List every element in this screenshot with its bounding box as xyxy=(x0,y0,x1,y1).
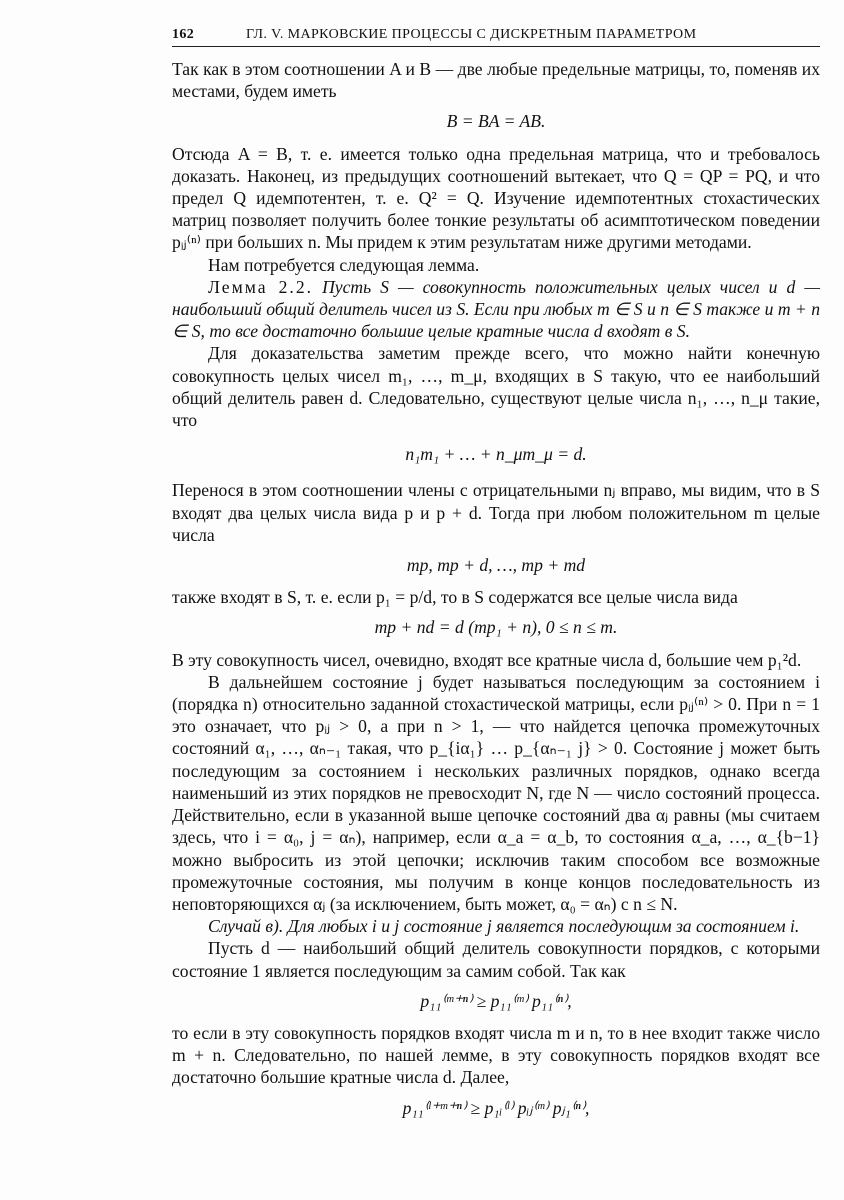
paragraph: Так как в этом соотношении A и B — две любые предельные матрицы, то, поменяв их местами, будем иметь xyxy=(172,59,820,102)
case-text: Для любых i и j состояние j является последующим за состоянием i. xyxy=(287,916,800,937)
page-header xyxy=(172,20,820,47)
lemma-text: Пусть S — совокупность положительных целых чисел и d — наибольший общий делитель чисел из S. Если при любых m ∈ S и n ∈ S также и m + n ∈ S, то все достаточно большие целые кратные числа d входят в S. xyxy=(172,276,820,342)
paragraph: также входят в S, т. е. если p₁ = p/d, то в S содержатся все целые числа вида xyxy=(172,587,738,608)
lemma xyxy=(172,276,820,343)
case xyxy=(172,915,820,937)
paragraph: Нам потребуется следующая лемма. xyxy=(208,254,480,275)
paragraph: то если в эту совокупность порядков входят числа m и n, то в нее входит также число m + n. Следовательно, по нашей лемме, в эту совокупность порядков входят все достаточно большие кратные числа d. Далее, xyxy=(172,1022,820,1088)
paragraph: В дальнейшем состояние j будет называться последующим за состоянием i (порядка n) относительно заданной стохастической матрицы, если pᵢⱼ⁽ⁿ⁾ > 0. При n = 1 это означает, что pᵢⱼ > 0, а при n > 1, — что найдется цепочка промежуточных состояний α₁, …, αₙ₋₁ такая, что p_{iα₁} … p_{αₙ₋₁ j} > 0. Состояние j может быть последующим за состоянием i нескольких различных порядков, однако всегда наименьший из этих порядков не превосходит N, где N — число состояний процесса. Действительно, если в указанной выше цепочке состояний два αⱼ равны (мы считаем здесь, что i = α₀, j = αₙ), например, если α_a = α_b, то состояния α_a, …, α_{b−1} можно выбросить из этой цепочки; исключив таким способом все возможные промежуточные состояния, мы получим в конце концов последовательность из неповторяющихся αⱼ (за исключением, быть может, α₀ = αₙ) с n ≤ N. xyxy=(172,671,820,914)
paragraph: Пусть d — наибольший общий делитель совокупности порядков, с которыми состояние 1 является последующим за самим собой. Так как xyxy=(172,938,820,981)
equation: B = BA = AB. xyxy=(446,111,546,132)
paragraph: Отсюда A = B, т. е. имеется только одна предельная матрица, что и требовалось доказать. Наконец, из предыдущих соотношений вытекает, что Q = QP = PQ, и что предел Q идемпотентен, т. е. Q² = Q. Изучение идемпотентных стохастических матриц позволяет получить более тонкие результаты об асимптотическом поведении pᵢⱼ⁽ⁿ⁾ при больших n. Мы придем к этим результатам ниже другими методами. xyxy=(172,143,820,253)
equation: n₁m₁ + … + n_μm_μ = d. xyxy=(405,444,587,465)
equation: p₁₁⁽ᵐ⁺ⁿ⁾ ≥ p₁₁⁽ᵐ⁾ p₁₁⁽ⁿ⁾, xyxy=(420,990,572,1011)
running-head: ГЛ. V. МАРКОВСКИЕ ПРОЦЕССЫ С ДИСКРЕТНЫМ ПАРАМЕТРОМ xyxy=(246,27,697,42)
page-body xyxy=(172,58,820,1129)
equation: mp + nd = d (mp₁ + n), 0 ≤ n ≤ m. xyxy=(374,617,618,638)
case-label: Случай в). xyxy=(208,916,284,937)
equation: mp, mp + d, …, mp + md xyxy=(406,555,586,576)
equation: p₁₁⁽ˡ⁺ᵐ⁺ⁿ⁾ ≥ p₁ᵢ⁽ˡ⁾ pᵢⱼ⁽ᵐ⁾ pⱼ₁⁽ⁿ⁾, xyxy=(402,1097,590,1118)
paragraph: Для доказательства заметим прежде всего, что можно найти конечную совокупность целых чисел m₁, …, m_μ, входящих в S такую, что ее наибольший общий делитель равен d. Следовательно, существуют целые числа n₁, …, n_μ такие, что xyxy=(172,343,820,431)
paragraph: Перенося в этом соотношении члены с отрицательными nⱼ вправо, мы видим, что в S входят два целых числа вида p и p + d. Тогда при любом положительном m целые числа xyxy=(172,480,820,545)
paragraph: В эту совокупность чисел, очевидно, входят все кратные числа d, большие чем p₁²d. xyxy=(172,649,802,670)
page-number: 162 xyxy=(172,27,195,42)
lemma-label: Лемма 2.2. xyxy=(208,276,314,297)
